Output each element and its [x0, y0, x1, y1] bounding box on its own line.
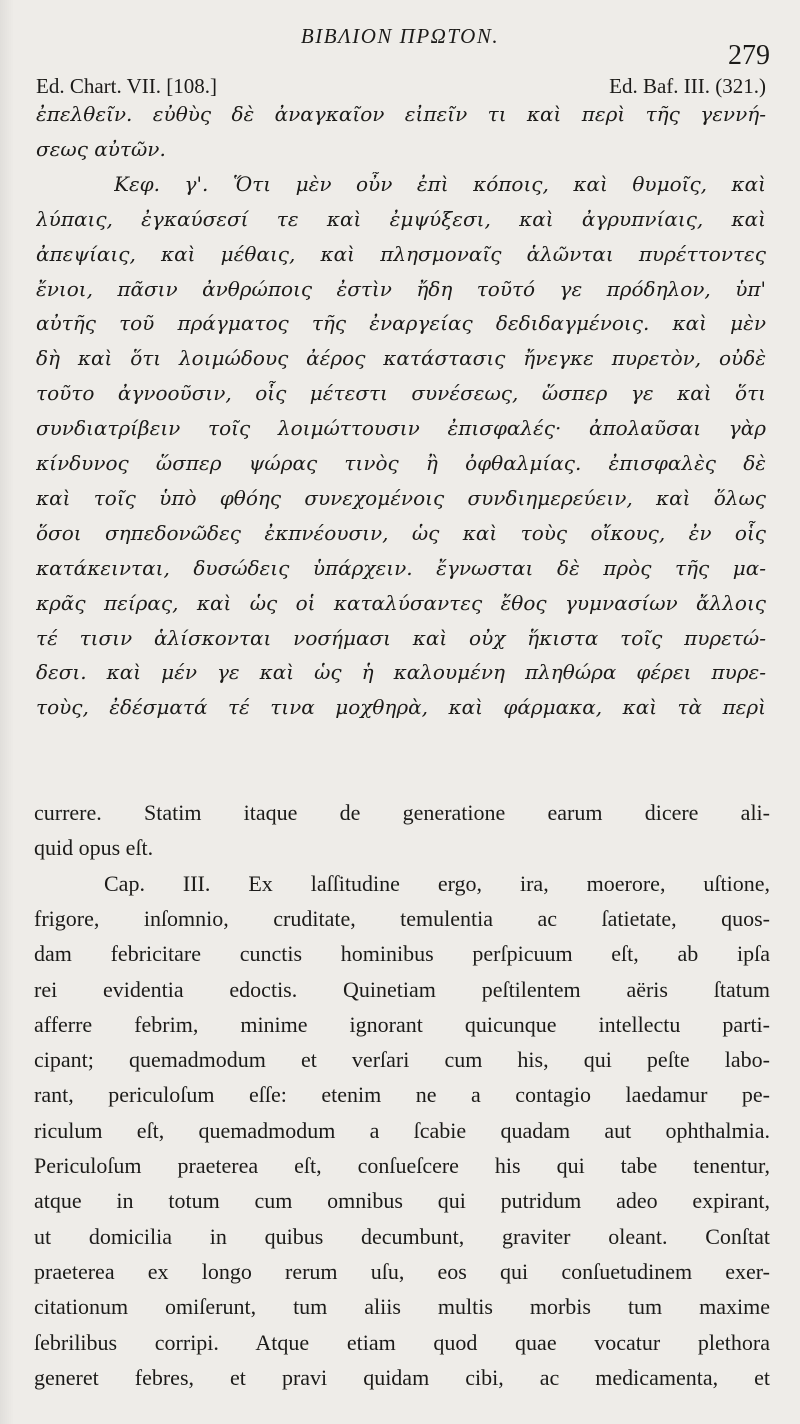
latin-text-line: Cap. III. Ex laſſitudine ergo, ira, moerore, uſtione, [104, 870, 770, 896]
latin-text-line: citationum omiſerunt, tum aliis multis morbis tum maxime [34, 1294, 770, 1320]
greek-text-line: δεσι. καὶ μέν γε καὶ ὡς ἡ καλουμένη πληθώρα φέρει πυρε- [36, 660, 766, 685]
latin-text-line: currere. Statim itaque de generatione earum dicere ali- [34, 800, 770, 825]
show-through-bleed [0, 742, 800, 802]
greek-text-line: σεως αὐτῶν. [36, 136, 166, 161]
latin-text-line: Periculoſum praeterea eſt, conſueſcere his qui tabe tenentur, [34, 1153, 770, 1178]
latin-text-line: rei evidentia edoctis. Quinetiam peſtilentem aëris ſtatum [34, 976, 770, 1002]
edition-reference-right: Ed. Baf. III. (321.) [609, 74, 766, 98]
latin-text-line: quid opus eſt. [34, 835, 154, 861]
running-title: ΒΙΒΛΙΟΝ ΠΡΩΤΟΝ. [300, 24, 500, 48]
latin-text-line: riculum eſt, quemadmodum a ſcabie quadam aut ophthalmia. [34, 1117, 770, 1143]
greek-text-line: τέ τισιν ἁλίσκονται νοσήμασι καὶ οὐχ ἥκιστα τοῖς πυρετώ- [36, 625, 766, 650]
latin-text-line: praeterea ex longo rerum uſu, eos qui conſuetudinem exer- [34, 1258, 770, 1284]
greek-text-line: κρᾶς πείρας, καὶ ὡς οἱ καταλύσαντες ἔθος γυμνασίων ἄλλοις [36, 590, 766, 615]
greek-text-line: τοῦτο ἀγνοοῦσιν, οἷς μέτεστι συνέσεως, ὥσπερ γε καὶ ὅτι [36, 381, 766, 406]
greek-text-line: ἔνιοι, πᾶσιν ἀνθρώποις ἐστὶν ἤδη τοῦτό γε πρόδηλον, ὑπ' [36, 276, 766, 301]
greek-text-line: Κεφ. γ'. Ὅτι μὲν οὖν ἐπὶ κόποις, καὶ θυμοῖς, καὶ [114, 171, 766, 196]
greek-text-line: τοὺς, ἐδέσματά τέ τινα μοχθηρὰ, καὶ φάρμακα, καὶ τὰ περὶ [36, 695, 766, 720]
greek-text-line: ἐπελθεῖν. εὐθὺς δὲ ἀναγκαῖον εἰπεῖν τι καὶ περὶ τῆς γεννή- [36, 102, 766, 126]
edition-reference-left: Ed. Chart. VII. [108.] [36, 74, 217, 98]
greek-text-line: συνδιατρίβειν τοῖς λοιμώττουσιν ἐπισφαλές· ἀπολαῦσαι γὰρ [36, 416, 766, 441]
latin-text-line: dam febricitare cunctis hominibus perſpicuum eſt, ab ipſa [34, 941, 770, 967]
greek-text-line: λύπαις, ἐγκαύσεσί τε καὶ ἐμψύξεσι, καὶ ἀγρυπνίαις, καὶ [36, 206, 766, 231]
page-edge-shadow [0, 0, 14, 1424]
latin-text-line: atque in totum cum omnibus qui putridum adeo expirant, [34, 1188, 770, 1214]
latin-text-line: ſebrilibus corripi. Atque etiam quod quae vocatur plethora [34, 1329, 770, 1355]
latin-text-line: afferre febrim, minime ignorant quicunque intellectu parti- [34, 1011, 770, 1037]
page-number: 279 [728, 40, 770, 71]
latin-text-line: cipant; quemadmodum et verſari cum his, qui peſte labo- [34, 1047, 770, 1073]
greek-text-line: δὴ καὶ ὅτι λοιμώδους ἀέρος κατάστασις ἤνεγκε πυρετὸν, οὐδὲ [36, 346, 766, 371]
latin-text-line: generet febres, et pravi quidam cibi, ac medicamenta, et [34, 1364, 770, 1390]
greek-text-line: ὅσοι σηπεδονῶδες ἐκπνέουσιν, ὡς καὶ τοὺς οἴκους, ἐν οἷς [36, 520, 766, 545]
greek-text-line: ἀπεψίαις, καὶ μέθαις, καὶ πλησμοναῖς ἁλῶνται πυρέττοντες [36, 241, 766, 266]
latin-text-line: frigore, inſomnio, cruditate, temulentia ac ſatietate, quos- [34, 905, 770, 931]
latin-text-line: ut domicilia in quibus decumbunt, graviter oleant. Conſtat [34, 1223, 770, 1249]
greek-text-line: κατάκεινται, δυσώδεις ὑπάρχειν. ἔγνωσται δὲ πρὸς τῆς μα- [36, 555, 766, 580]
greek-text-line: κίνδυνος ὥσπερ ψώρας τινὸς ἢ ὀφθαλμίας. ἐπισφαλὲς δὲ [36, 451, 766, 475]
latin-text-line: rant, periculoſum eſſe: etenim ne a contagio laedamur pe- [34, 1082, 770, 1108]
greek-text-line: καὶ τοῖς ὑπὸ φθόης συνεχομένοις συνδιημερεύειν, καὶ ὅλως [36, 485, 766, 510]
greek-text-line: αὐτῆς τοῦ πράγματος τῆς ἐναργείας δεδιδαγμένοις. καὶ μὲν [36, 311, 766, 336]
